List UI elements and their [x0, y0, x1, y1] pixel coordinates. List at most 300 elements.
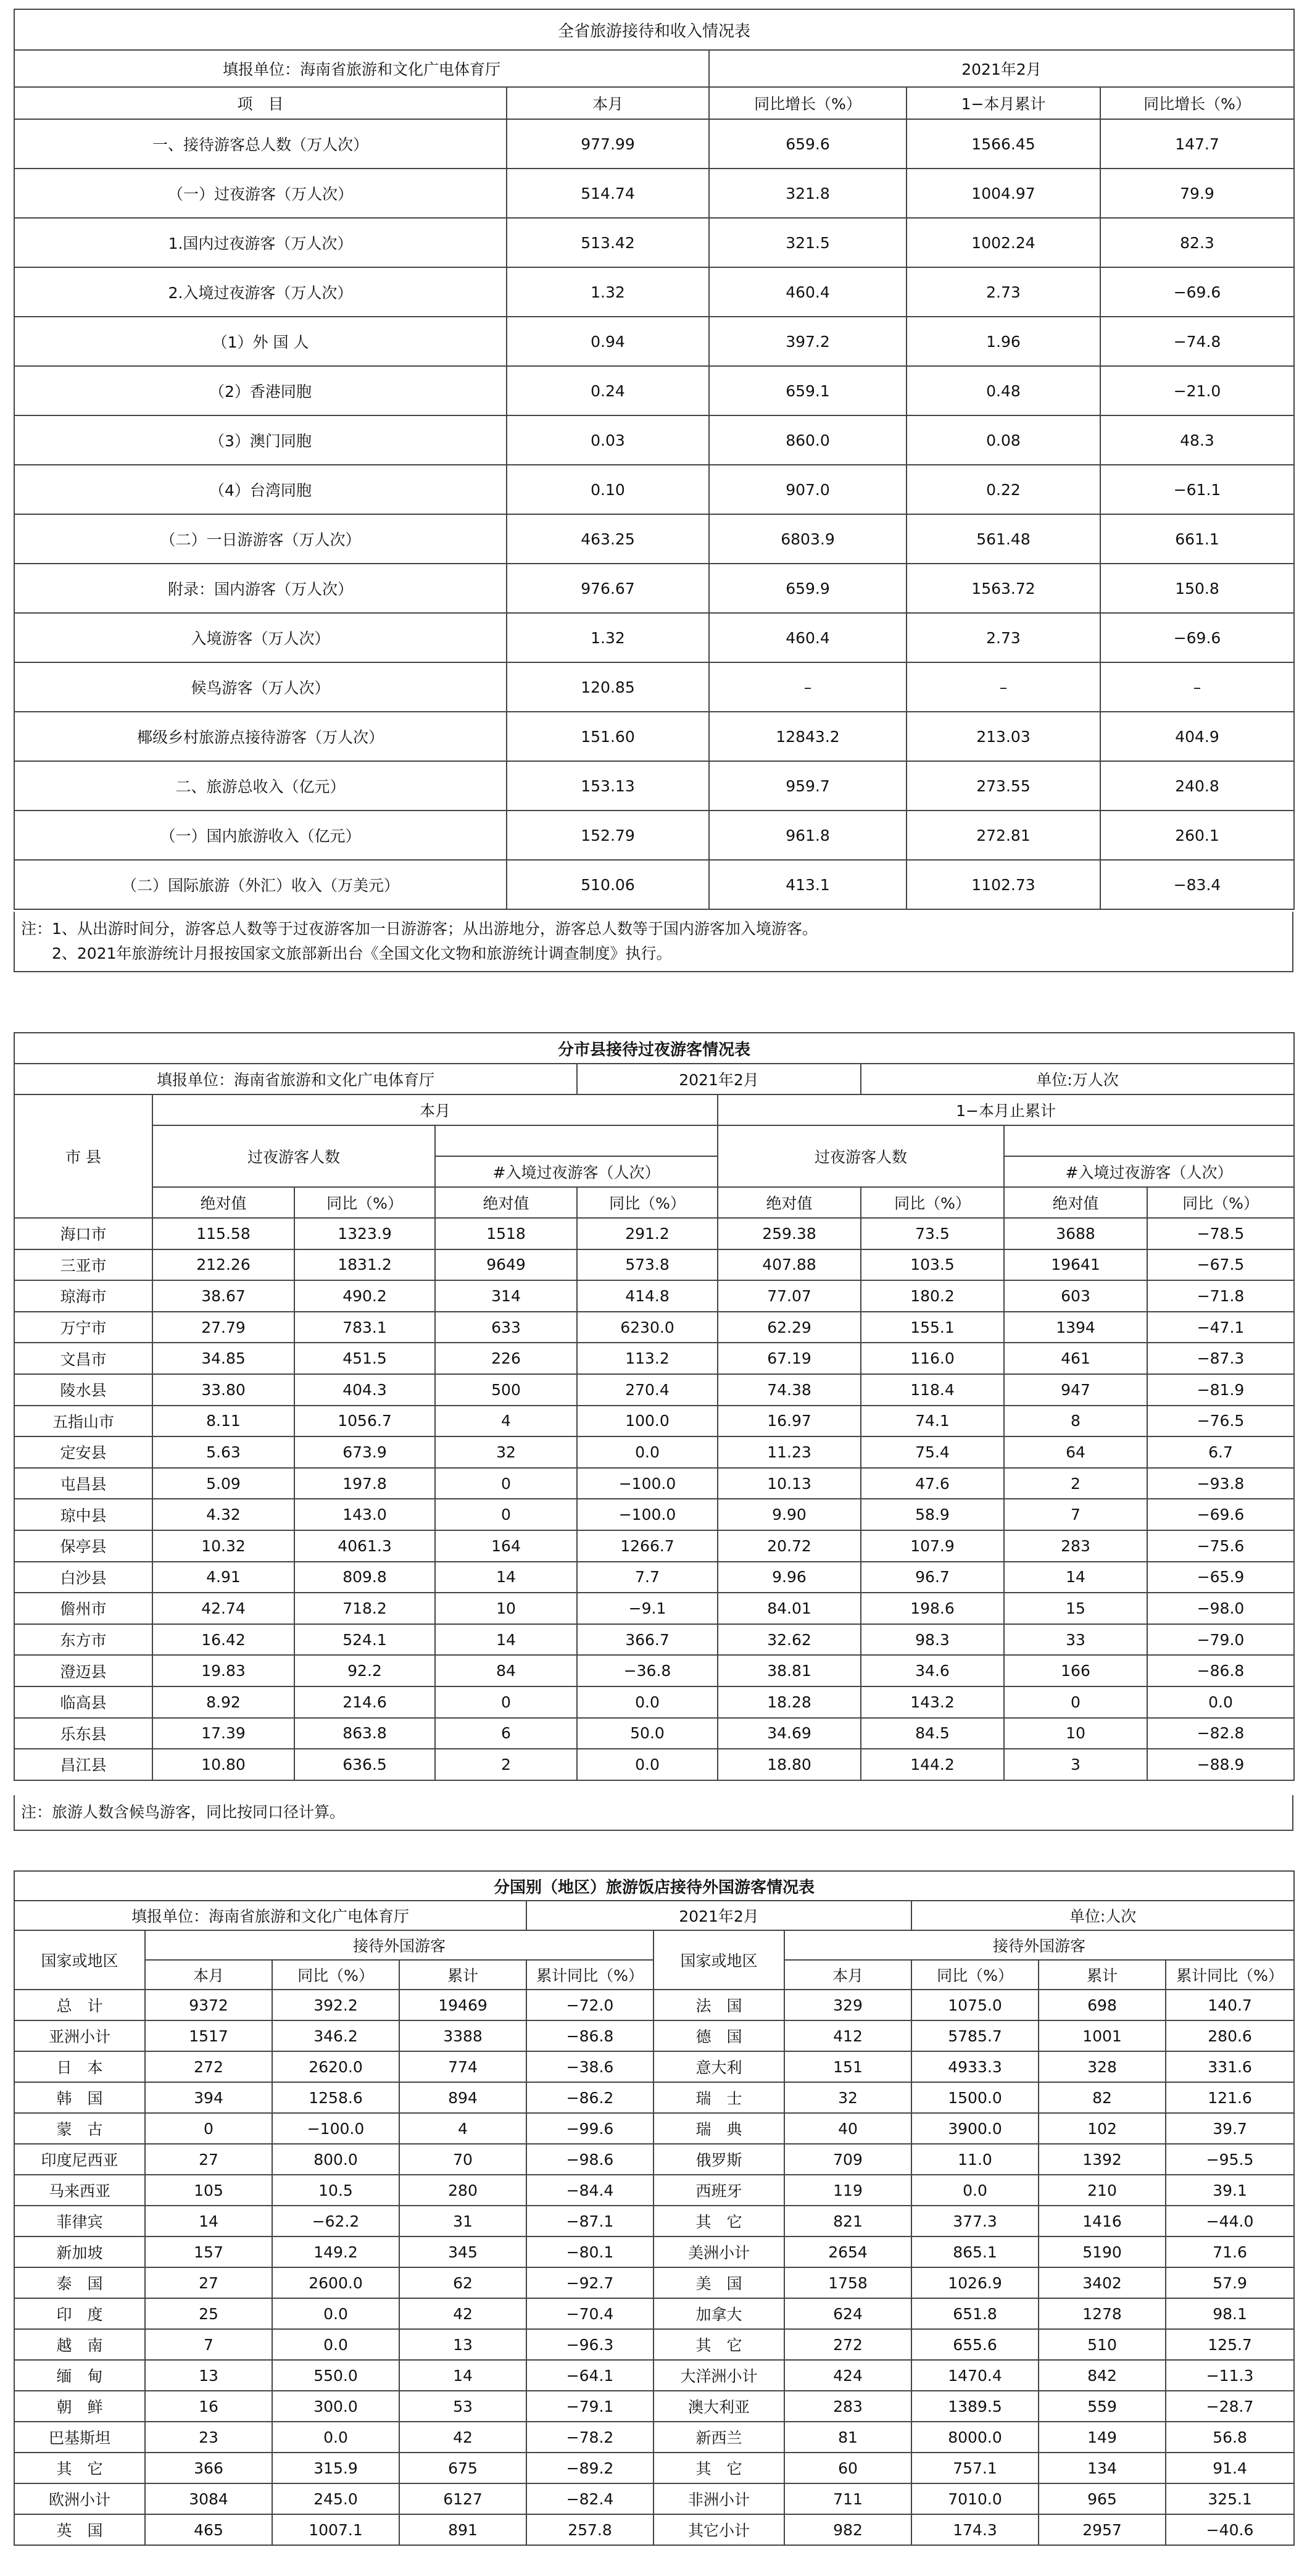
table1-note-1: 注：1、从出游时间分，游客总人数等于过夜游客加一日游游客；从出游地分，游客总人数等于国内游客加入境游客。	[21, 920, 818, 938]
table2-header-abs: 绝对值	[152, 1187, 294, 1218]
table-cell: −83.4	[1100, 860, 1294, 909]
table3-row	[14, 2051, 1294, 2082]
table1-header-cumulative: 1−本月累计	[907, 87, 1100, 119]
table-cell: 757.1	[911, 2453, 1039, 2483]
table-cell: 166	[1004, 1655, 1147, 1686]
table-cell: 三亚市	[14, 1249, 152, 1281]
table-cell: 346.2	[272, 2020, 399, 2051]
table-cell: −38.6	[526, 2051, 654, 2082]
table-cell: 314	[435, 1280, 577, 1312]
table-cell: 7.7	[577, 1562, 718, 1593]
table-cell: 27	[145, 2144, 272, 2175]
table-cell: 414.8	[577, 1280, 718, 1312]
table-cell: 38.67	[152, 1280, 294, 1312]
table1-note-2: 2、2021年旅游统计月报按国家文旅部新出台《全国文化文物和旅游统计调查制度》执行。	[21, 944, 672, 962]
table-cell: 34.85	[152, 1343, 294, 1374]
table-cell: −76.5	[1147, 1406, 1294, 1437]
table3-header-country-right: 国家或地区	[654, 1930, 784, 1990]
table-cell: 550.0	[272, 2360, 399, 2391]
table-cell: 澄迈县	[14, 1655, 152, 1686]
table-cell: 临高县	[14, 1686, 152, 1718]
table2-header-cumulative: 1−本月止累计	[718, 1094, 1294, 1125]
table1-header-cum-yoy: 同比增长（%）	[1100, 87, 1294, 119]
table-cell: 465	[145, 2514, 272, 2545]
table-cell: 0.0	[1147, 1686, 1294, 1718]
table-cell: −79.0	[1147, 1624, 1294, 1656]
table-cell: 1392	[1039, 2144, 1166, 2175]
table2-header-abs: 绝对值	[435, 1187, 577, 1218]
table-cell: 490.2	[294, 1280, 435, 1312]
table-cell: 272	[145, 2051, 272, 2082]
table3-row	[14, 2329, 1294, 2360]
table-cell: 瑞 典	[654, 2113, 784, 2144]
table1-row	[14, 662, 1294, 712]
table-cell: 6803.9	[709, 514, 907, 564]
table-cell: −86.8	[1147, 1655, 1294, 1686]
table-cell: 欧洲小计	[14, 2483, 145, 2514]
table-cell: 894	[399, 2082, 526, 2113]
table2-header-inbound: #入境过夜游客（人次）	[435, 1156, 718, 1187]
table-cell: 982	[784, 2514, 911, 2545]
table2-row	[14, 1374, 1294, 1406]
table-cell: −89.2	[526, 2453, 654, 2483]
table-cell: 510.06	[507, 860, 709, 909]
table-cell: 377.3	[911, 2206, 1039, 2236]
table-cell: 461	[1004, 1343, 1147, 1374]
table-cell: 366.7	[577, 1624, 718, 1656]
table1-header-item: 项 目	[14, 87, 507, 119]
table-cell: 11.23	[718, 1436, 861, 1468]
table-cell: 大洋洲小计	[654, 2360, 784, 2391]
table-cell: 8	[1004, 1406, 1147, 1437]
table-cell: 2	[1004, 1468, 1147, 1499]
table-cell: 23	[145, 2422, 272, 2453]
table-cell: 73.5	[861, 1218, 1004, 1249]
table-cell: 105	[145, 2175, 272, 2206]
table-cell: 陵水县	[14, 1374, 152, 1406]
table-cell: 155.1	[861, 1312, 1004, 1343]
table3-row	[14, 2144, 1294, 2175]
table-cell: 976.67	[507, 564, 709, 613]
table-cell: 58.9	[861, 1499, 1004, 1530]
table-cell: 698	[1039, 1990, 1166, 2020]
table-cell: 514.74	[507, 169, 709, 218]
table-cell: 77.07	[718, 1280, 861, 1312]
table-cell: 3688	[1004, 1218, 1147, 1249]
table-cell: 240.8	[1100, 761, 1294, 811]
table-cell: 法 国	[654, 1990, 784, 2020]
table-cell: 1758	[784, 2267, 911, 2298]
table-cell: 加拿大	[654, 2298, 784, 2329]
table-cell: 澳大利亚	[654, 2391, 784, 2422]
table3-row	[14, 2391, 1294, 2422]
table-cell: 13	[399, 2329, 526, 2360]
table-cell: 新西兰	[654, 2422, 784, 2453]
table-cell: 321.5	[709, 218, 907, 267]
table-cell: 10.5	[272, 2175, 399, 2206]
table-cell: −81.9	[1147, 1374, 1294, 1406]
table1-row	[14, 712, 1294, 761]
table-cell: 朝 鲜	[14, 2391, 145, 2422]
table-cell: 泰 国	[14, 2267, 145, 2298]
table-cell: 636.5	[294, 1749, 435, 1780]
table-cell: 404.9	[1100, 712, 1294, 761]
table-cell: 113.2	[577, 1343, 718, 1374]
table-cell: 0.10	[507, 465, 709, 514]
table-cell: （4）台湾同胞	[14, 465, 507, 514]
table-cell: 19.83	[152, 1655, 294, 1686]
table1-row	[14, 169, 1294, 218]
table-cell: −44.0	[1166, 2206, 1294, 2236]
table-cell: 1518	[435, 1218, 577, 1249]
table-cell: −62.2	[272, 2206, 399, 2236]
table-cell: 10	[435, 1593, 577, 1624]
table2-row	[14, 1593, 1294, 1624]
table-cell: 103.5	[861, 1249, 1004, 1281]
table-cell: 226	[435, 1343, 577, 1374]
table-cell: 774	[399, 2051, 526, 2082]
table-cell: 659.1	[709, 366, 907, 415]
table-cell: 2	[435, 1749, 577, 1780]
table-cell: 6127	[399, 2483, 526, 2514]
table-cell: 16	[145, 2391, 272, 2422]
table-cell: 2957	[1039, 2514, 1166, 2545]
table-cell: 1102.73	[907, 860, 1100, 909]
city-overnight-table	[14, 1032, 1295, 1781]
table-cell: 140.7	[1166, 1990, 1294, 2020]
table-cell: 0.0	[577, 1749, 718, 1780]
table3-header-cum-right: 累计	[1039, 1960, 1166, 1990]
table1-row	[14, 119, 1294, 169]
table2-row	[14, 1749, 1294, 1780]
table2-header-inbound-cum: #入境过夜游客（人次）	[1004, 1156, 1294, 1187]
table-cell: 1075.0	[911, 1990, 1039, 2020]
table-cell: −9.1	[577, 1593, 718, 1624]
table-cell: 0.48	[907, 366, 1100, 415]
table-cell: −67.5	[1147, 1249, 1294, 1281]
table1-row	[14, 218, 1294, 267]
table-cell: −82.8	[1147, 1718, 1294, 1749]
table-cell: −86.2	[526, 2082, 654, 2113]
table-cell: 0.0	[577, 1436, 718, 1468]
table-cell: 1563.72	[907, 564, 1100, 613]
table-cell: 白沙县	[14, 1562, 152, 1593]
table-cell: 661.1	[1100, 514, 1294, 564]
table-cell: （二）一日游游客（万人次）	[14, 514, 507, 564]
table-cell: 32	[435, 1436, 577, 1468]
table-cell: 印 度	[14, 2298, 145, 2329]
table2-header-overnight: 过夜游客人数	[152, 1125, 435, 1187]
table-cell: –	[1100, 662, 1294, 712]
table-cell: 329	[784, 1990, 911, 2020]
table1-row	[14, 613, 1294, 662]
table1-row	[14, 317, 1294, 366]
table-cell: 34.69	[718, 1718, 861, 1749]
table2-row	[14, 1343, 1294, 1374]
table-cell: 75.4	[861, 1436, 1004, 1468]
table-cell: 321.8	[709, 169, 907, 218]
table-cell: 624	[784, 2298, 911, 2329]
table-cell: 英 国	[14, 2514, 145, 2545]
table-cell: 琼海市	[14, 1280, 152, 1312]
table3-header-group-right: 接待外国游客	[784, 1930, 1294, 1960]
table-cell: 180.2	[861, 1280, 1004, 1312]
table2-note	[14, 1795, 1293, 1831]
table3-row	[14, 2483, 1294, 2514]
table-cell: 马来西亚	[14, 2175, 145, 2206]
table2-header-abs: 绝对值	[1004, 1187, 1147, 1218]
table3-row	[14, 2082, 1294, 2113]
table3-row	[14, 2360, 1294, 2391]
table-cell: 272	[784, 2329, 911, 2360]
table-cell: 西班牙	[654, 2175, 784, 2206]
table-cell: 1258.6	[272, 2082, 399, 2113]
table-cell: 1831.2	[294, 1249, 435, 1281]
table-cell: 513.42	[507, 218, 709, 267]
table-cell: 10.80	[152, 1749, 294, 1780]
table-cell: 272.81	[907, 811, 1100, 860]
table-cell: 亚洲小计	[14, 2020, 145, 2051]
table-cell: 39.7	[1166, 2113, 1294, 2144]
table-cell: −78.2	[526, 2422, 654, 2453]
table-cell: 蒙 古	[14, 2113, 145, 2144]
table3-row	[14, 2267, 1294, 2298]
table-cell: 儋州市	[14, 1593, 152, 1624]
table-cell: 143.0	[294, 1499, 435, 1530]
table-cell: 0	[1004, 1686, 1147, 1718]
table-cell: 14	[399, 2360, 526, 2391]
table-cell: 783.1	[294, 1312, 435, 1343]
table-cell: 2654	[784, 2236, 911, 2267]
table-cell: 153.13	[507, 761, 709, 811]
table1-row	[14, 811, 1294, 860]
table3-header-yoy-right: 同比（%）	[911, 1960, 1039, 1990]
table-cell: 10.32	[152, 1530, 294, 1562]
table-cell: 9.96	[718, 1562, 861, 1593]
table-cell: 1470.4	[911, 2360, 1039, 2391]
table2-header-yoy: 同比（%）	[577, 1187, 718, 1218]
table-cell: 4933.3	[911, 2051, 1039, 2082]
table-cell: 152.79	[507, 811, 709, 860]
table-cell: 510	[1039, 2329, 1166, 2360]
table-cell: 17.39	[152, 1718, 294, 1749]
table-cell: 863.8	[294, 1718, 435, 1749]
table-cell: 70	[399, 2144, 526, 2175]
table-cell: 屯昌县	[14, 1468, 152, 1499]
table-cell: 0.22	[907, 465, 1100, 514]
table-cell: 1007.1	[272, 2514, 399, 2545]
table-cell: 98.1	[1166, 2298, 1294, 2329]
table-cell: −100.0	[577, 1468, 718, 1499]
table2-row	[14, 1312, 1294, 1343]
table-cell: 8.11	[152, 1406, 294, 1437]
table-cell: 1266.7	[577, 1530, 718, 1562]
table-cell: 文昌市	[14, 1343, 152, 1374]
table-cell: 500	[435, 1374, 577, 1406]
table-cell: 2.入境过夜游客（万人次）	[14, 267, 507, 317]
table-cell: 709	[784, 2144, 911, 2175]
table-cell: 711	[784, 2483, 911, 2514]
table-cell: 总 计	[14, 1990, 145, 2020]
table-cell: 印度尼西亚	[14, 2144, 145, 2175]
table-cell: 8000.0	[911, 2422, 1039, 2453]
table-cell: 102	[1039, 2113, 1166, 2144]
table3-header-month: 本月	[145, 1960, 272, 1990]
table3-header-country: 国家或地区	[14, 1930, 145, 1990]
table-cell: −95.5	[1166, 2144, 1294, 2175]
table3-row	[14, 2453, 1294, 2483]
table-cell: 0.0	[577, 1686, 718, 1718]
table-cell: −61.1	[1100, 465, 1294, 514]
table-cell: 入境游客（万人次）	[14, 613, 507, 662]
table-cell: −75.6	[1147, 1530, 1294, 1562]
table-cell: −64.1	[526, 2360, 654, 2391]
table-cell: 559	[1039, 2391, 1166, 2422]
table-cell: 800.0	[272, 2144, 399, 2175]
table-cell: 万宁市	[14, 1312, 152, 1343]
table-cell: 五指山市	[14, 1406, 152, 1437]
table-cell: 1.96	[907, 317, 1100, 366]
table-cell: 907.0	[709, 465, 907, 514]
table-cell: 257.8	[526, 2514, 654, 2545]
table-cell: 2.73	[907, 613, 1100, 662]
table-cell: 392.2	[272, 1990, 399, 2020]
table3-header-group: 接待外国游客	[145, 1930, 654, 1960]
table1-header-month: 本月	[507, 87, 709, 119]
table-cell: 3900.0	[911, 2113, 1039, 2144]
table3-row	[14, 2175, 1294, 2206]
table-cell: −47.1	[1147, 1312, 1294, 1343]
table-cell: 1517	[145, 2020, 272, 2051]
table-cell: 16.97	[718, 1406, 861, 1437]
table-cell: 561.48	[907, 514, 1100, 564]
table-cell: 东方市	[14, 1624, 152, 1656]
table-cell: −100.0	[272, 2113, 399, 2144]
table-cell: 96.7	[861, 1562, 1004, 1593]
table2-header-abs: 绝对值	[718, 1187, 861, 1218]
table2-row	[14, 1655, 1294, 1686]
table-cell: 4.91	[152, 1562, 294, 1593]
table-cell: 其 它	[654, 2329, 784, 2360]
table-cell: 16.42	[152, 1624, 294, 1656]
table-cell: 1278	[1039, 2298, 1166, 2329]
table3-header-cum: 累计	[399, 1960, 526, 1990]
table-cell: 198.6	[861, 1593, 1004, 1624]
table-cell: 149	[1039, 2422, 1166, 2453]
table-cell: −21.0	[1100, 366, 1294, 415]
table-cell: 53	[399, 2391, 526, 2422]
table-cell: 82	[1039, 2082, 1166, 2113]
table-cell: 3388	[399, 2020, 526, 2051]
table-cell: 84	[435, 1655, 577, 1686]
table3-row	[14, 2422, 1294, 2453]
table-cell: 345	[399, 2236, 526, 2267]
table-cell: 1500.0	[911, 2082, 1039, 2113]
table-cell: 11.0	[911, 2144, 1039, 2175]
table2-row	[14, 1218, 1294, 1249]
table-cell: 214.6	[294, 1686, 435, 1718]
table3-unit-label: 填报单位：海南省旅游和文化广电体育厅	[14, 1901, 526, 1930]
table1-row	[14, 267, 1294, 317]
table-cell: 42	[399, 2422, 526, 2453]
table-cell: 1566.45	[907, 119, 1100, 169]
table-cell: 0	[435, 1686, 577, 1718]
table3-title: 分国别（地区）旅游饭店接待外国游客情况表	[14, 1871, 1294, 1901]
table-cell: 48.3	[1100, 415, 1294, 465]
table3-unit: 单位:人次	[911, 1901, 1294, 1930]
table-cell: 定安县	[14, 1436, 152, 1468]
table-cell: 1002.24	[907, 218, 1100, 267]
table-cell: 33.80	[152, 1374, 294, 1406]
table-cell: 64	[1004, 1436, 1147, 1468]
table-cell: 961.8	[709, 811, 907, 860]
table-cell: 1026.9	[911, 2267, 1039, 2298]
table-cell: 603	[1004, 1280, 1147, 1312]
table-cell: 125.7	[1166, 2329, 1294, 2360]
table2-title: 分市县接待过夜游客情况表	[14, 1033, 1294, 1064]
table-cell: 118.4	[861, 1374, 1004, 1406]
table2-unit: 单位:万人次	[861, 1064, 1294, 1094]
table-cell: 38.81	[718, 1655, 861, 1686]
table-cell: 283	[784, 2391, 911, 2422]
table-cell: 候鸟游客（万人次）	[14, 662, 507, 712]
table-cell: 673.9	[294, 1436, 435, 1468]
table3-row	[14, 2298, 1294, 2329]
table-cell: 74.38	[718, 1374, 861, 1406]
table-cell: 651.8	[911, 2298, 1039, 2329]
table-cell: 675	[399, 2453, 526, 2483]
table1-row	[14, 366, 1294, 415]
table-cell: 4.32	[152, 1499, 294, 1530]
table-cell: 407.88	[718, 1249, 861, 1281]
table-cell: 7	[1004, 1499, 1147, 1530]
table-cell: 328	[1039, 2051, 1166, 2082]
table-cell: 404.3	[294, 1374, 435, 1406]
table-cell: −36.8	[577, 1655, 718, 1686]
table-cell: 91.4	[1166, 2453, 1294, 2483]
table-cell: −80.1	[526, 2236, 654, 2267]
table-cell: 1001	[1039, 2020, 1166, 2051]
table-cell: 0.08	[907, 415, 1100, 465]
table1-notes	[14, 912, 1293, 972]
table-cell: 718.2	[294, 1593, 435, 1624]
table-cell: 4061.3	[294, 1530, 435, 1562]
table-cell: 1416	[1039, 2206, 1166, 2236]
table-cell: 1004.97	[907, 169, 1100, 218]
table-cell: 121.6	[1166, 2082, 1294, 2113]
table-cell: 150.8	[1100, 564, 1294, 613]
table-cell: 椰级乡村旅游点接待游客（万人次）	[14, 712, 507, 761]
table-cell: 50.0	[577, 1718, 718, 1749]
table-cell: −69.6	[1100, 613, 1294, 662]
table2-row	[14, 1718, 1294, 1749]
table-cell: 245.0	[272, 2483, 399, 2514]
table-cell: （一）国内旅游收入（亿元）	[14, 811, 507, 860]
table3-row	[14, 2206, 1294, 2236]
table2-header-spacer	[435, 1125, 718, 1156]
table-cell: 325.1	[1166, 2483, 1294, 2514]
table-cell: 42	[399, 2298, 526, 2329]
table2-header-spacer-cum	[1004, 1125, 1294, 1156]
table-cell: 日 本	[14, 2051, 145, 2082]
table-cell: 270.4	[577, 1374, 718, 1406]
table-cell: 71.6	[1166, 2236, 1294, 2267]
table-cell: 9.90	[718, 1499, 861, 1530]
table-cell: 891	[399, 2514, 526, 2545]
table-cell: 300.0	[272, 2391, 399, 2422]
table1-row	[14, 564, 1294, 613]
table2-header-overnight-cum: 过夜游客人数	[718, 1125, 1004, 1187]
